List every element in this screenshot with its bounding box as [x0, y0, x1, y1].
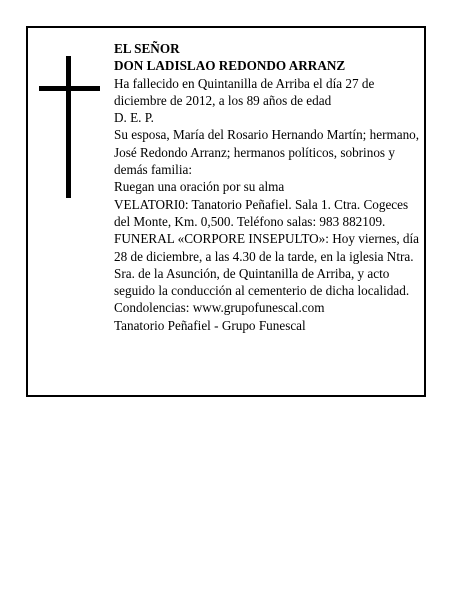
signature: Tanatorio Peñafiel - Grupo Funescal [114, 317, 306, 333]
heading-title: EL SEÑOR [114, 41, 180, 56]
wake-info: VELATORI0: Tanatorio Peñafiel. Sala 1. Ctra. Cogeces del Monte, Km. 0,500. Teléfono salas: 983 882109. [114, 196, 409, 229]
cross-vertical-bar [66, 56, 71, 198]
family-text: Su esposa, María del Rosario Hernando Martín; hermano, José Redondo Arranz; hermanos políticos, sobrinos y demás familia: [114, 127, 420, 178]
funeral-info: FUNERAL «CORPORE INSEPULTO»: Hoy viernes, día 28 de diciembre, a las 4.30 de la tarde, en la iglesia Ntra. Sra. de la Asunción, de Quintanilla de Arriba, y acto seguido la conducción al cementerio de dicha localidad. Condolencias: www.grupofunescal.com [114, 231, 420, 316]
prayer-text: Ruegan una oración por su alma [114, 179, 285, 195]
cross-horizontal-bar [39, 86, 100, 91]
obituary-notice [26, 26, 426, 397]
deceased-name: DON LADISLAO REDONDO ARRANZ [114, 58, 346, 74]
obituary-text [114, 40, 424, 334]
rip-text: D. E. P. [114, 110, 154, 126]
death-info: Ha fallecido en Quintanilla de Arriba el día 27 de diciembre de 2012, a los 89 años de edad [114, 75, 375, 108]
